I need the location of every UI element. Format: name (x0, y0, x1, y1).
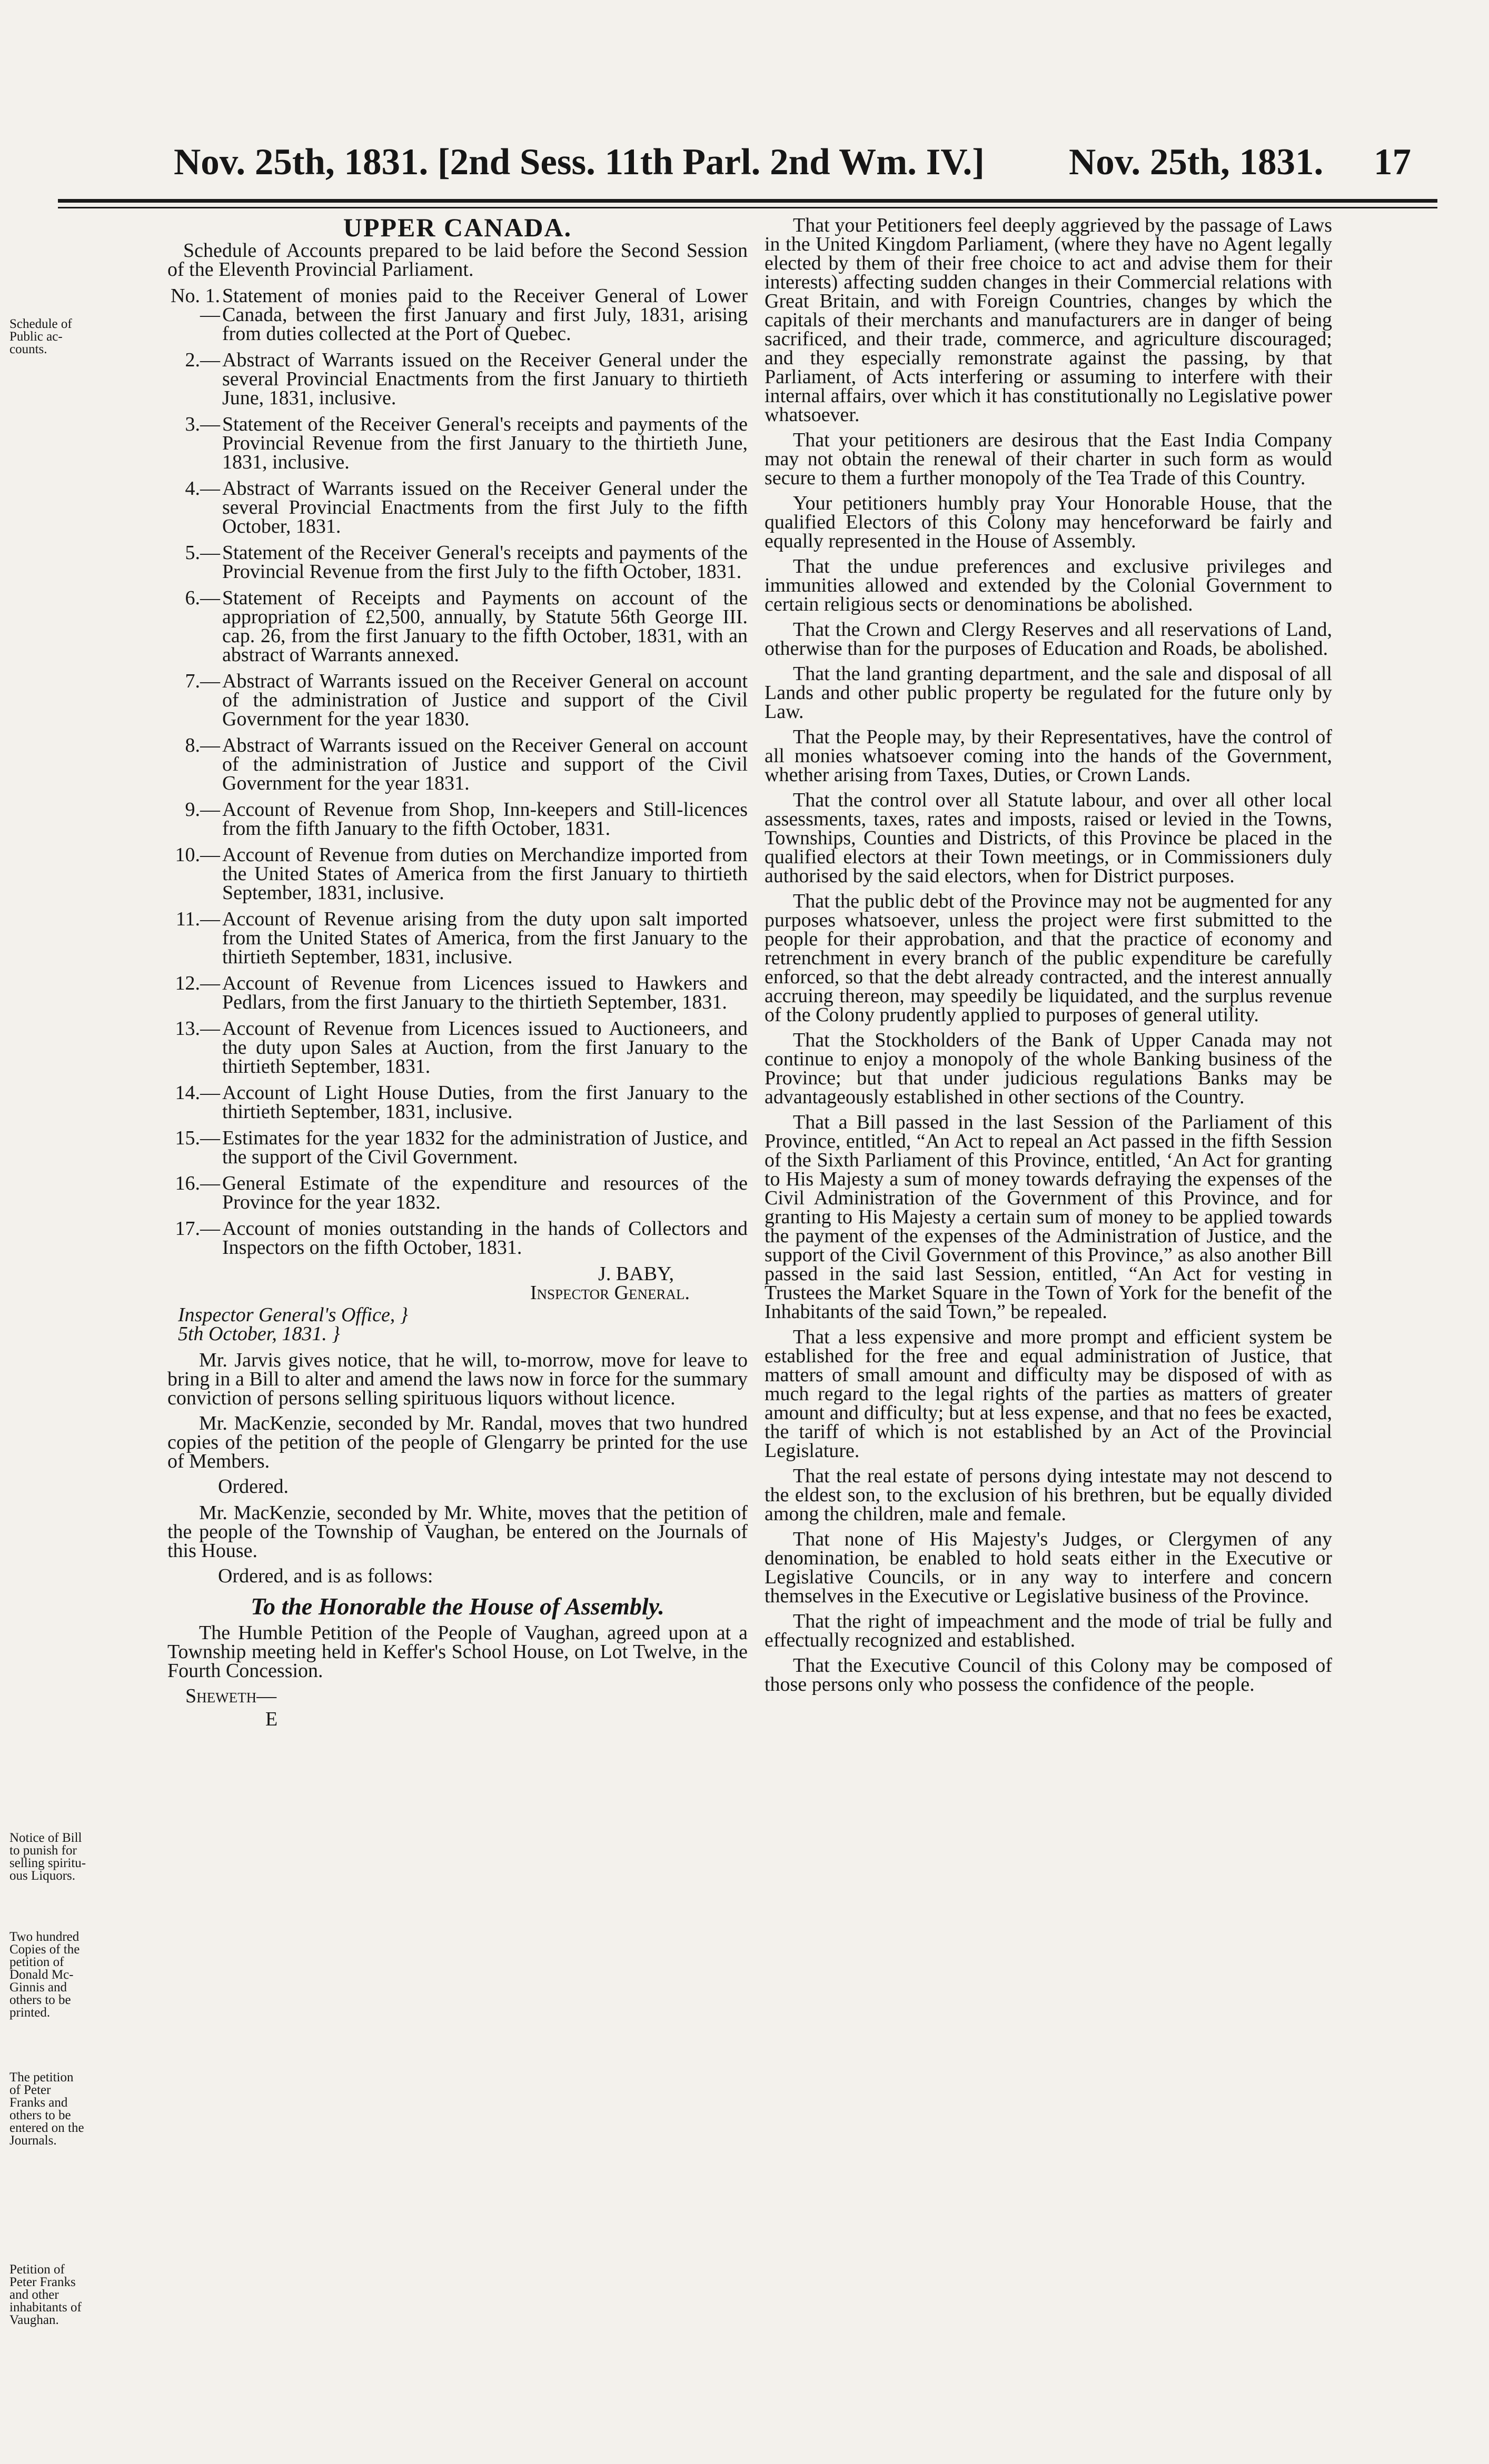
margin-line: others to be (9, 2108, 71, 2122)
item-number: No. 1.— (171, 285, 220, 326)
margin-line: Franks and (9, 2096, 68, 2110)
item-text: Estimates for the year 1832 for the administration of Justice, and the support of the Civil Government. (222, 1127, 748, 1168)
margin-note-vaughan-journals (9, 2071, 141, 2147)
margin-line: Notice of Bill (9, 1831, 82, 1845)
item-number: 6.— (185, 587, 220, 609)
item-number: 11.— (175, 908, 220, 930)
item-number: 16.— (175, 1172, 220, 1194)
signature-mark: E (265, 1708, 278, 1730)
item-text: Account of Revenue from Shop, Inn-keepers and Still-licences from the fifth January to the fifth October, 1831. (222, 799, 748, 840)
item-number: 3.— (185, 413, 220, 435)
margin-line: Ginnis and (9, 1980, 67, 1994)
margin-note-vaughan-petition (9, 2263, 141, 2327)
margin-line: Journals. (9, 2133, 57, 2148)
schedule-item (167, 1174, 748, 1212)
motion-mackenzie-vaughan: Mr. MacKenzie, seconded by Mr. White, moves that the petition of the people of the Township of Vaughan, be entered on the Journals of this House. (167, 1502, 748, 1562)
schedule-intro: Schedule of Accounts prepared to be laid before the Second Session of the Eleventh Provincial Parliament. (167, 240, 748, 281)
margin-line: counts. (9, 342, 47, 356)
item-text: Abstract of Warrants issued on the Receiver General under the several Provincial Enactments from the first July to the fifth October, 1831. (222, 477, 748, 537)
schedule-item (167, 910, 748, 966)
margin-line: Public ac- (9, 330, 63, 344)
header-date-right: Nov. 25th, 1831. (1069, 142, 1324, 183)
right-column (765, 216, 1332, 1700)
petition-paragraph: That the Executive Council of this Colony may be composed of those persons only who possess the confidence of the people. (765, 1654, 1332, 1695)
item-number: 7.— (185, 670, 220, 692)
item-text: Abstract of Warrants issued on the Receiver General under the several Provincial Enactments from the first January to thirtieth June, 1831, inclusive. (222, 349, 748, 409)
schedule-item (167, 543, 748, 581)
petition-paragraph: Your petitioners humbly pray Your Honorable House, that the qualified Electors of this Colony may henceforward be fairly and equally represented in the House of Assembly. (765, 492, 1332, 552)
item-text: Account of Light House Duties, from the first January to the thirtieth September, 1831, inclusive. (222, 1082, 748, 1123)
margin-line: and other (9, 2288, 59, 2302)
petition-paragraph: That your petitioners are desirous that the East India Company may not obtain the renewal of their charter in such form as would secure to them a further monopoly of the Tea Trade of this Country. (765, 429, 1332, 489)
petition-paragraph: That the Crown and Clergy Reserves and all reservations of Land, otherwise than for the purposes of Education and Roads, be abolished. (765, 619, 1332, 660)
petition-paragraph: That the public debt of the Province may not be augmented for any purposes whatsoever, unless the project were first submitted to the people for their approbation, and that the practice of economy and retrenchment in every branch of the public expenditure be carefully enforced, so that the debt already contracted, and the interest annually accruing thereon, may speedily be liquidated, and the surplus revenue of the Colony prudently applied to purposes of general utility. (765, 890, 1332, 1026)
item-text: Account of Revenue from Licences issued to Hawkers and Pedlars, from the first January to the thirtieth September, 1831. (222, 972, 748, 1013)
petition-paragraph: That the Stockholders of the Bank of Upper Canada may not continue to enjoy a monopoly of the whole Banking business of the Province; but that under judicious regulations Banks may be advantageously established in other sections of the Country. (765, 1029, 1332, 1108)
header-rule-thin (58, 207, 1437, 208)
schedule-item (167, 588, 748, 664)
header-rule-thick (58, 199, 1437, 203)
petition-paragraph: That your Petitioners feel deeply aggrieved by the passage of Laws in the United Kingdom Parliament, (where they have no Agent legally elected by them of their free choice to act and advise them for their interests) affecting sudden changes in their Commercial relations with Great Britain, and with Foreign Countries, changes by which the capitals of their merchants and manufacturers are in danger of being sacrificed, and their trade, commerce, and agriculture discouraged; and they especially remonstrate against the passing, by that Parliament, of Acts interfering or assuming to interfere with their internal affairs, over which it has constitutionally no Legislative power whatsoever. (765, 214, 1332, 426)
margin-line: Two hundred (9, 1930, 80, 1944)
item-text: Account of Revenue from duties on Merchandize imported from the United States of America from the first January to thirtieth September, 1831, inclusive. (222, 844, 748, 904)
petition-intro: The Humble Petition of the People of Vaughan, agreed upon at a Township meeting held in Keffer's School House, on Lot Twelve, in the Fourth Concession. (167, 1622, 748, 1682)
item-text: Abstract of Warrants issued on the Receiver General on account of the administration of Justice and support of the Civil Government for the year 1831. (222, 734, 748, 794)
section-title: UPPER CANADA. (343, 213, 572, 242)
signature-title: Inspector General. (530, 1282, 690, 1304)
item-number: 5.— (185, 542, 220, 564)
item-text: Statement of the Receiver General's receipts and payments of the Provincial Revenue from the first January to the thirtieth June, 1831, inclusive. (222, 413, 748, 473)
schedule-item (167, 800, 748, 838)
item-text: Account of Revenue from Licences issued to Auctioneers, and the duty upon Sales at Auction, from the first January to the thirtieth September, 1831. (222, 1017, 748, 1078)
margin-note-glengarry-copies (9, 1931, 141, 2019)
item-text: Statement of monies paid to the Receiver General of Lower Canada, between the first January and first July, 1831, arising from duties collected at the Port of Quebec. (222, 285, 748, 345)
schedule-item (167, 736, 748, 793)
petition-paragraph: That a Bill passed in the last Session of the Parliament of this Province, entitled, “An Act to repeal an Act passed in the fifth Session of the Sixth Parliament of this Province, entitled, ‘An Act for granting to His Majesty a sum of money towards defraying the expenses of the Civil Administration of the Government of this Province, and for granting to His Majesty a certain sum of money to be applied towards the payment of the expenses of the Administration of Justice, and the support of the Civil Government of this Province,” as also another Bill passed in the said last Session, entitled, “An Act for vesting in Trustees the Market Square in the Town of York for the benefit of the Inhabitants of the said Town,” be repealed. (765, 1111, 1332, 1323)
margin-line: others to be (9, 1993, 71, 2007)
item-text: General Estimate of the expenditure and resources of the Province for the year 1832. (222, 1172, 748, 1213)
item-number: 4.— (185, 477, 220, 500)
margin-line: Vaughan. (9, 2313, 59, 2327)
petition-paragraph: That the right of impeachment and the mode of trial be fully and effectually recognized and established. (765, 1610, 1332, 1651)
item-number: 12.— (175, 972, 220, 994)
motion-mackenzie-glengarry: Mr. MacKenzie, seconded by Mr. Randal, moves that two hundred copies of the petition of the people of Glengarry be printed for the use of Members. (167, 1412, 748, 1472)
margin-note-schedule (9, 318, 141, 356)
schedule-item (167, 1019, 748, 1076)
margin-line: Peter Franks (9, 2275, 76, 2289)
notice-jarvis: Mr. Jarvis gives notice, that he will, to-morrow, move for leave to bring in a Bill to alter and amend the laws now in force for the summary conviction of persons selling spirituous liquors without licence. (167, 1349, 748, 1409)
ordered-follows: Ordered, and is as follows: (218, 1565, 433, 1587)
margin-line: to punish for (9, 1843, 77, 1858)
margin-note-spirituous-liquors (9, 1832, 141, 1882)
item-number: 17.— (175, 1218, 220, 1240)
sheweth-heading: Sheweth— (185, 1685, 277, 1707)
header-date-session: Nov. 25th, 1831. [2nd Sess. 11th Parl. 2nd Wm. IV.] (174, 142, 985, 183)
schedule-item (167, 1083, 748, 1121)
office-date: 5th October, 1831. } (178, 1323, 340, 1345)
item-number: 13.— (175, 1017, 220, 1040)
margin-line: petition of (9, 1955, 64, 1969)
petition-paragraph: That none of His Majesty's Judges, or Clergymen of any denomination, be enabled to hold seats either in the Executive or Legislative Councils, or in any way to interfere and concern themselves in the Executive or Legislative business of the Province. (765, 1528, 1332, 1607)
office-line: Inspector General's Office, } (178, 1304, 408, 1326)
petition-paragraph: That the land granting department, and the sale and disposal of all Lands and other public property be regulated for the future only by Law. (765, 663, 1332, 723)
item-number: 10.— (175, 844, 220, 866)
petition-paragraph: That the real estate of persons dying intestate may not descend to the eldest son, to the exclusion of his brethren, but be equally divided among the children, male and female. (765, 1465, 1332, 1525)
running-header (174, 141, 1411, 184)
petition-paragraph: That a less expensive and more prompt and efficient system be established for the free and equal administration of Justice, that matters of small amount and difficulty may be disposed of with as much regard to the legal rights of the parties as matters of greater amount and difficulty; but at less expense, and that no fees be exacted, the tariff of which is not established by an Act of the Provincial Legislature. (765, 1326, 1332, 1462)
schedule-item (167, 1129, 748, 1166)
schedule-item (167, 845, 748, 902)
item-text: Abstract of Warrants issued on the Receiver General on account of the administration of Justice and support of the Civil Government for the year 1830. (222, 670, 748, 730)
margin-line: printed. (9, 2006, 51, 2020)
schedule-item (167, 351, 748, 407)
item-number: 2.— (185, 349, 220, 371)
item-text: Statement of the Receiver General's receipts and payments of the Provincial Revenue from the first July to the fifth October, 1831. (222, 542, 748, 583)
petition-paragraph: That the undue preferences and exclusive privileges and immunities allowed and extended by the Colonial Government to certain religious sects or denominations be abolished. (765, 555, 1332, 615)
margin-line: ous Liquors. (9, 1869, 75, 1883)
item-number: 9.— (185, 799, 220, 821)
ordered-note: Ordered. (218, 1475, 289, 1498)
margin-line: inhabitants of (9, 2300, 82, 2315)
margin-line: of Peter (9, 2083, 51, 2097)
margin-line: The petition (9, 2070, 74, 2084)
left-column (167, 213, 748, 1730)
margin-line: selling spiritu- (9, 1856, 86, 1870)
petition-paragraph: That the control over all Statute labour, and over all other local assessments, taxes, rates and imposts, raised or levied in the Towns, Townships, Counties and Districts, of this Province be placed in the qualified electors at their Town meetings, or in Commissioners duly authorised by the said electors, when for District purposes. (765, 789, 1332, 887)
item-number: 14.— (175, 1082, 220, 1104)
schedule-item (167, 286, 748, 343)
item-text: Account of monies outstanding in the hands of Collectors and Inspectors on the fifth October, 1831. (222, 1218, 748, 1259)
margin-line: Schedule of (9, 317, 72, 331)
petition-address: To the Honorable the House of Assembly. (251, 1593, 664, 1620)
page-number: 17 (1374, 142, 1411, 183)
item-number: 15.— (175, 1127, 220, 1149)
schedule-item (167, 672, 748, 729)
item-number: 8.— (185, 734, 220, 756)
petition-paragraph: That the People may, by their Representatives, have the control of all monies whatsoever coming into the hands of the Government, whether arising from Taxes, Duties, or Crown Lands. (765, 726, 1332, 786)
schedule-item (167, 479, 748, 536)
schedule-item (167, 974, 748, 1012)
margin-line: Petition of (9, 2262, 65, 2277)
signature-name: J. BABY, (598, 1263, 674, 1285)
item-text: Account of Revenue arising from the duty upon salt imported from the United States of America, from the first January to the thirtieth September, 1831, inclusive. (222, 908, 748, 968)
margin-line: Donald Mc- (9, 1968, 74, 1982)
item-text: Statement of Receipts and Payments on account of the appropriation of £2,500, annually, by Statute 56th George III. cap. 26, from the first January to the fifth October, 1831, with an abstract of Warrants annexed. (222, 587, 748, 666)
schedule-item (167, 415, 748, 472)
margin-line: Copies of the (9, 1942, 80, 1957)
margin-line: entered on the (9, 2121, 84, 2135)
schedule-item (167, 1219, 748, 1257)
